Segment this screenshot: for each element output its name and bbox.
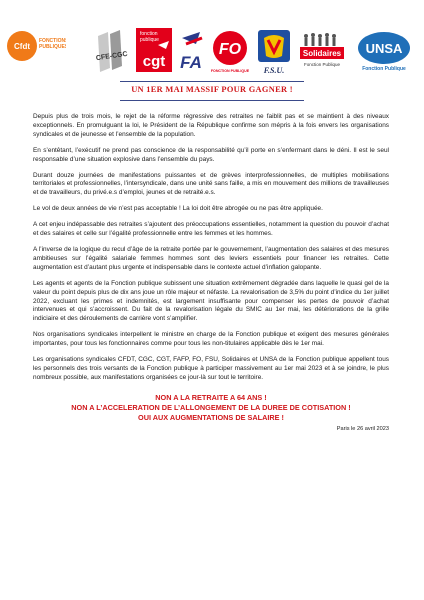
slogans-block (33, 393, 389, 423)
fa-brand-text: FA (180, 53, 202, 72)
paragraph: A cet enjeu indépassable des retraites s’ajoutent des préoccupations essentielles, notamment la question du pouvoir d’achat et des salaires et celle sur l’égalité professionnelle entre les femmes et les hommes. (33, 221, 389, 238)
body-text (33, 113, 389, 434)
cfdt-brand-text: Cfdt (14, 42, 30, 51)
cgt-brand-text: cgt (142, 53, 166, 70)
cfdt-sub-2: PUBLIQUES (39, 44, 66, 50)
cgt-top-2: publique (140, 37, 159, 43)
cfdt-logo (6, 28, 66, 76)
paragraph: En s’entêtant, l’exécutif ne prend pas conscience de la responsabilité qu’il porte en s’enfermant dans le déni. Il est le seul responsable d’une situation explosive dans l’ensemble du pays. (33, 146, 389, 163)
cfe-cgc-logo (94, 28, 130, 76)
paragraph: Nos organisations syndicales interpellent le ministre en charge de la Fonction publique et exigent des mesures générales importantes, pour tous les fonctionnaires comme pour tous les non-titulaires applicable dès le 1er mai. (33, 331, 389, 348)
paragraph: Depuis plus de trois mois, le rejet de la réforme régressive des retraites ne faiblit pas et se maintient à des niveaux exceptionnels. En promulguant la loi, le Président de la République confirme son mépris à la fois envers les organisations syndicales et de jeunesse et l’ensemble de la population. (33, 113, 389, 138)
unsa-brand-text: UNSA (365, 41, 403, 56)
solidaires-brand-text: Solidaires (302, 49, 342, 58)
paragraph: Le vol de deux années de vie n’est pas acceptable ! La loi doit être abrogée ou ne pas être appliquée. (33, 205, 323, 213)
unsa-logo (354, 28, 418, 76)
page-title: UN 1ER MAI MASSIF POUR GAGNER ! (131, 85, 293, 94)
fsu-brand-text: F.S.U. (263, 66, 285, 75)
fo-brand-text: FO (218, 41, 242, 58)
cgt-logo (136, 28, 172, 74)
fo-sub-text: FONCTION PUBLIQUE (210, 69, 250, 73)
slogan: OUI AUX AUGMENTATIONS DE SALAIRE ! (138, 412, 284, 422)
cfe-cgc-brand-text: CFE-CGC (95, 50, 129, 63)
fsu-logo (256, 28, 294, 76)
union-logos-banner (6, 28, 420, 76)
slogan: NON A LA RETRAITE A 64 ANS ! (155, 392, 267, 402)
paragraph: Les organisations syndicales CFDT, CGC, CGT, FAFP, FO, FSU, Solidaires et UNSA de la Fonction publique appellent tous les personnels des trois versants de la Fonction publique à participer massivement au 1er mai 2023 et à se joindre, le plus nombreux possible, aux manifestations organisées ce jour-là sur tout le territoire. (33, 356, 389, 381)
fa-logo (176, 28, 206, 74)
paragraph: Durant douze journées de manifestations puissantes et de grèves interprofessionnelles, de multiples mobilisations territoriales et professionnelles, l’intersyndicale, dans une unité sans faille, a mis en mouvement des millions de travailleuses et de travailleurs, du privé.e.s d’emploi, jeunes et de retraité.e.s. (33, 171, 389, 197)
paragraph: A l’inverse de la logique du recul d’âge de la retraite portée par le gouvernement, l’augmentation des salaires et des mesures ambitieuses sur l’égalité salariale femmes hommes sont des leviers essentiels pour financer les retraites. Cette augmentation est d’autant plus urgente et indispensable dans le contexte actuel d’inflation galopante. (33, 245, 389, 271)
date-line: Paris le 26 avril 2023 (336, 425, 389, 432)
cfdt-sub-1: FONCTIONS (39, 38, 66, 44)
fo-logo (210, 28, 250, 76)
slogan: NON A L’ACCELERATION DE L’ALLONGEMENT DE LA DUREE DE COTISATION ! (71, 402, 351, 412)
solidaires-logo (298, 28, 348, 76)
cgt-top-1: fonction (140, 31, 158, 37)
paragraph: Les agents et agents de la Fonction publique subissent une situation extrêmement dégradée dans laquelle le quasi gel de la valeur du point depuis plus de dix ans joue un rôle majeur et néfaste. La revalorisation de 3,5% du point d’indice du 1er juillet 2022, excluant les primes et indemnités, est largement insuffisante pour compenser les pertes de pouvoir d’achat intervenues et qui s’accroissent. Du fait de la revalorisation légale du SMIC au 1er mai, les détériorations de la grille indiciaire et des déroulements de carrière vont s’amplifier. (33, 279, 389, 323)
unsa-sub-text: Fonction Publique (362, 66, 406, 72)
solidaires-sub-text: Fonction Publique (303, 62, 341, 67)
title-rule-bottom (120, 100, 304, 101)
title-rule-top (120, 81, 304, 82)
